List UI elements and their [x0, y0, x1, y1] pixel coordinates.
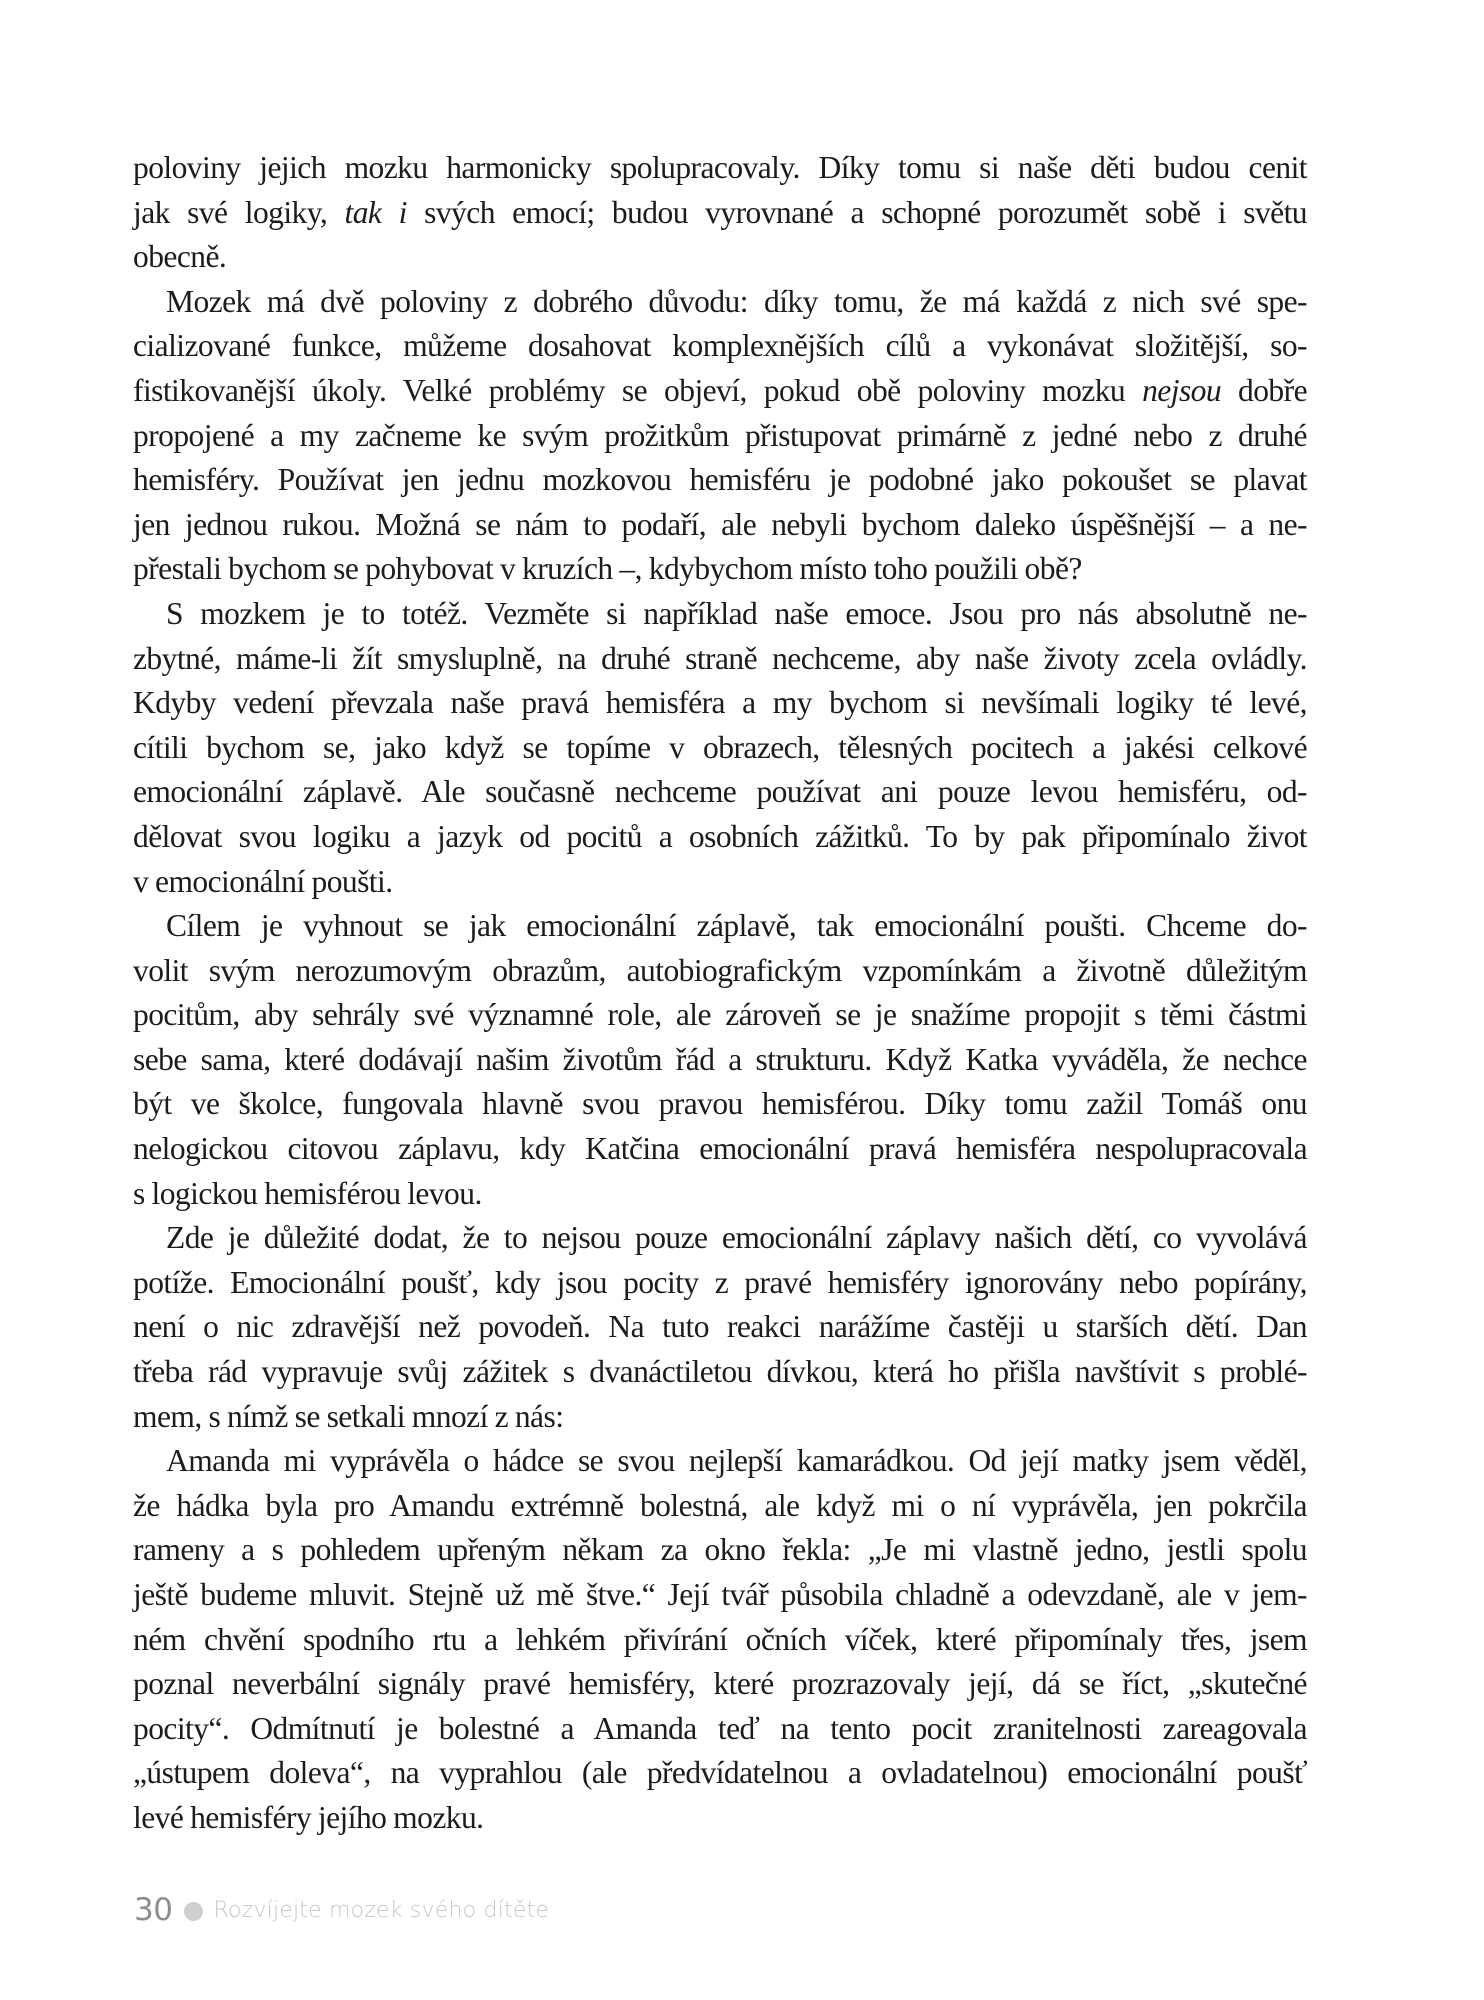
text-line: Kdyby vedení převzala naše pravá hemisféra a my bychom si nevšímali logiky té levé, [133, 685, 1307, 721]
text-line: obecně. [133, 239, 227, 275]
text-line: že hádka byla pro Amandu extrémně bolestná, ale když mi o ní vyprávěla, jen pokrčila [133, 1487, 1307, 1523]
text-line: potíže. Emocionální poušť, kdy jsou pocity z pravé hemisféry ignorovány nebo popírány, [133, 1264, 1307, 1300]
page-footer [134, 1892, 549, 1928]
text-run: dobře [1221, 372, 1308, 408]
text-line: poloviny jejich mozku harmonicky spolupracovaly. Díky tomu si naše děti budou cenit [133, 150, 1307, 185]
text-line: jen jednou rukou. Možná se nám to podaří, ale nebyli bychom daleko úspěšnější – a ne- [133, 506, 1307, 542]
text-line: pocity“. Odmítnutí je bolestné a Amanda teď na tento pocit zranitelnosti zareagovala [133, 1710, 1307, 1746]
page-body-text [133, 146, 1307, 1841]
text-line: volit svým nerozumovým obrazům, autobiografickým vzpomínkám a životně důležitým [133, 952, 1307, 988]
text-line: propojené a my začneme ke svým prožitkům přistupovat primárně z jedné nebo z druhé [133, 417, 1307, 453]
text-line: s logickou hemisférou levou. [133, 1175, 482, 1211]
text-run: jak své logiky, [133, 194, 345, 230]
text-line: být ve školce, fungovala hlavně svou pravou hemisférou. Díky tomu zažil Tomáš onu [133, 1086, 1307, 1122]
running-title: Rozvíjejte mozek svého dítěte [213, 1897, 550, 1923]
emphasis-text: nejsou [1142, 372, 1222, 408]
text-line: sebe sama, které dodávají našim životům řád a strukturu. Když Katka vyváděla, že nechce [133, 1041, 1307, 1077]
text-line: poznal neverbální signály pravé hemisféry, které prozrazovaly její, dá se říct, „skutečné [133, 1666, 1307, 1702]
text-line: „ústupem doleva“, na vyprahlou (ale předvídatelnou a ovladatelnou) emocionální poušť [133, 1755, 1307, 1791]
text-line: nelogickou citovou záplavu, kdy Katčina emocionální pravá hemisféra nespolupracovala [133, 1131, 1307, 1167]
text-line: cítili bychom se, jako když se topíme v obrazech, tělesných pocitech a jakési celkové [133, 729, 1307, 765]
paragraph-first-line: S mozkem je to totéž. Vezměte si například naše emoce. Jsou pro nás absolutně ne- [166, 595, 1307, 631]
page-number: 30 [134, 1892, 173, 1928]
text-line: emocionální záplavě. Ale současně nechceme používat ani pouze levou hemisféru, od- [133, 774, 1307, 810]
text-line: v emocionální poušti. [133, 863, 393, 899]
text-run: svých emocí; budou vyrovnané a schopné porozumět sobě i světu [406, 194, 1307, 230]
text-line: mem, s nímž se setkali mnozí z nás: [133, 1398, 564, 1434]
text-line: levé hemisféry jejího mozku. [133, 1799, 484, 1835]
text-line: cializované funkce, můžeme dosahovat komplexnějších cílů a vykonávat složitější, so- [133, 328, 1307, 364]
text-line [133, 191, 1307, 236]
text-line: není o nic zdravější než povodeň. Na tuto reakci narážíme častěji u starších dětí. Dan [133, 1309, 1307, 1345]
text-line: přestali bychom se pohybovat v kruzích –, kdybychom místo toho použili obě? [133, 551, 1082, 587]
text-line: ještě budeme mluvit. Stejně už mě štve.“ Její tvář působila chladně a odevzdaně, ale v jem- [133, 1577, 1307, 1612]
text-line [133, 369, 1307, 414]
text-line: dělovat svou logiku a jazyk od pocitů a osobních zážitků. To by pak připomínalo život [133, 818, 1307, 854]
text-line: třeba rád vypravuje svůj zážitek s dvanáctiletou dívkou, která ho přišla navštívit s problé- [133, 1354, 1307, 1390]
text-line: pocitům, aby sehrály své významné role, ale zároveň se je snažíme propojit s těmi částmi [133, 997, 1307, 1033]
text-line: ném chvění spodního rtu a lehkém přivírání očních víček, které připomínaly třes, jsem [133, 1621, 1307, 1657]
text-line: hemisféry. Používat jen jednu mozkovou hemisféru je podobné jako pokoušet se plavat [133, 462, 1307, 498]
paragraph-first-line: Cílem je vyhnout se jak emocionální záplavě, tak emocionální poušti. Chceme do- [166, 908, 1307, 944]
text-line: zbytné, máme-li žít smysluplně, na druhé straně nechceme, aby naše životy zcela ovládly. [133, 640, 1307, 676]
text-run: fistikovanější úkoly. Velké problémy se objeví, pokud obě poloviny mozku [133, 372, 1143, 408]
paragraph-first-line: Amanda mi vyprávěla o hádce se svou nejlepší kamarádkou. Od její matky jsem věděl, [166, 1443, 1307, 1479]
circle-bullet-icon [184, 1902, 203, 1921]
text-line: rameny a s pohledem upřeným někam za okno řekla: „Je mi vlastně jedno, jestli spolu [133, 1532, 1307, 1568]
paragraph-first-line: Zde je důležité dodat, že to nejsou pouze emocionální záplavy našich dětí, co vyvolává [166, 1220, 1307, 1256]
emphasis-text: tak i [344, 194, 407, 230]
paragraph-first-line: Mozek má dvě poloviny z dobrého důvodu: díky tomu, že má každá z nich své spe- [166, 283, 1307, 319]
